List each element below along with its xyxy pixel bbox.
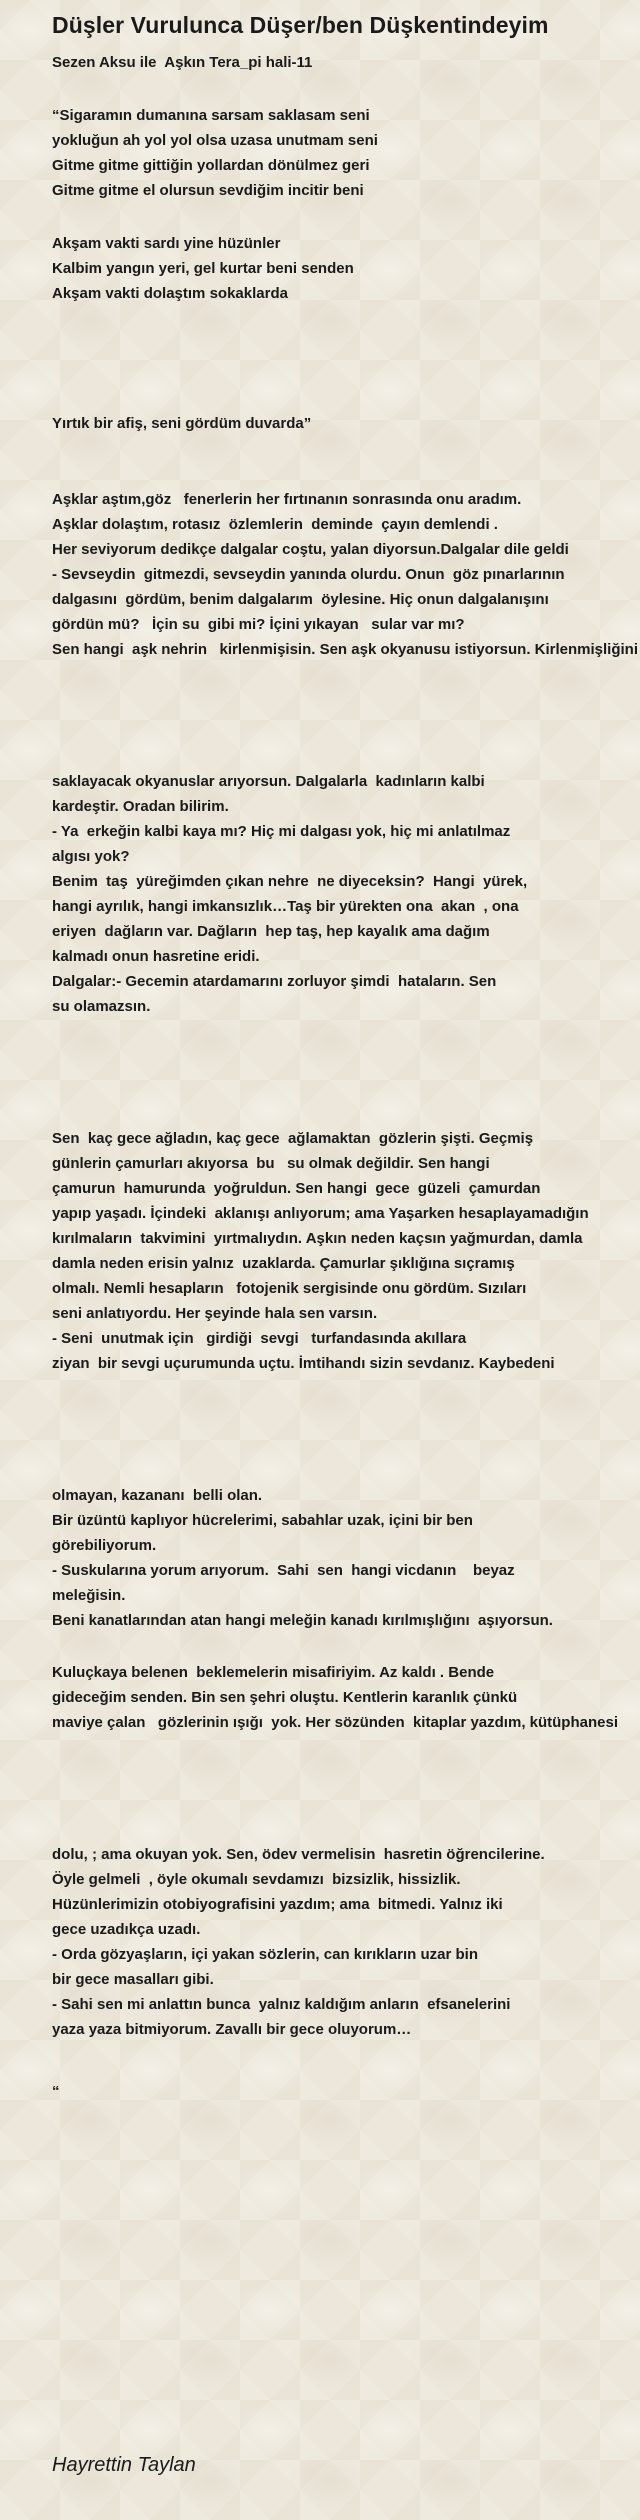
poem-line: Kuluçkaya belenen beklemelerin misafiriyim. Az kaldı . Bende <box>52 1664 495 1681</box>
poem-line: Bir üzüntü kaplıyor hücrelerimi, sabahlar uzak, içini bir ben <box>52 1512 473 1529</box>
poem-subtitle: Sezen Aksu ile Aşkın Tera_pi hali-11 <box>52 54 313 71</box>
poem-line: kalmadı onun hasretine eridi. <box>52 948 260 965</box>
poem-line: Yırtık bir afiş, seni gördüm duvarda” <box>52 415 312 432</box>
poem-line: su olamazsın. <box>52 998 151 1015</box>
poem-line: yapıp yaşadı. İçindeki aklanışı anlıyorum; ama Yaşarken hesaplayamadığın <box>52 1205 589 1222</box>
poem-line: Sen kaç gece ağladın, kaç gece ağlamaktan gözlerin şişti. Geçmiş <box>52 1130 534 1147</box>
poem-line: yaza yaza bitmiyorum. Zavallı bir gece oluyorum… <box>52 2021 412 2038</box>
poem-line: Beni kanatlarından atan hangi meleğin kanadı kırılmışlığını aşıyorsun. <box>52 1612 553 1629</box>
poem-line: olmalı. Nemli hesapların fotojenik sergisinde onu gördüm. Sızıları <box>52 1280 527 1297</box>
poem-line: Her seviyorum dedikçe dalgalar coştu, yalan diyorsun.Dalgalar dile geldi <box>52 541 569 558</box>
poem-line: Aşklar aştım,göz fenerlerin her fırtınanın sonrasında onu aradım. <box>52 491 522 508</box>
poem-line: algısı yok? <box>52 848 130 865</box>
poem-line: maviye çalan gözlerinin ışığı yok. Her sözünden kitaplar yazdım, kütüphanesi <box>52 1714 618 1731</box>
poem-line: “ <box>52 2083 60 2100</box>
poem-line: dalgasını gördüm, benim dalgalarım öylesine. Hiç onun dalgalanışını <box>52 591 549 608</box>
poem-line: kardeştir. Oradan bilirim. <box>52 798 229 815</box>
poem-line: saklayacak okyanuslar arıyorsun. Dalgalarla kadınların kalbi <box>52 773 485 790</box>
poem-line: gideceğim senden. Bin sen şehri oluştu. Kentlerin karanlık çünkü <box>52 1689 518 1706</box>
poem-line: ziyan bir sevgi uçurumunda uçtu. İmtihandı sizin sevdanız. Kaybedeni <box>52 1355 555 1372</box>
poem-line: görebiliyorum. <box>52 1537 157 1554</box>
poem-line: Sen hangi aşk nehrin kirlenmişisin. Sen aşk okyanusu istiyorsun. Kirlenmişliğini <box>52 641 639 658</box>
poem-line: Öyle gelmeli , öyle okumalı sevdamızı bizsizlik, hissizlik. <box>52 1871 461 1888</box>
poem-line: hangi ayrılık, hangi imkansızlık…Taş bir yürekten ona akan , ona <box>52 898 519 915</box>
poem-line: seni anlatıyordu. Her şeyinde hala sen varsın. <box>52 1305 378 1322</box>
author-name: Hayrettin Taylan <box>52 2454 196 2476</box>
poem-line: gördün mü? İçin su gibi mi? İçini yıkayan sular var mı? <box>52 616 465 633</box>
poem-line: Gitme gitme gittiğin yollardan dönülmez geri <box>52 157 370 174</box>
poem-line: gece uzadıkça uzadı. <box>52 1921 201 1938</box>
poem-line: Gitme gitme el olursun sevdiğim incitir beni <box>52 182 364 199</box>
poem-line: kırılmaların takvimini yırtmalıydın. Aşkın neden kaçsın yağmurdan, damla <box>52 1230 583 1247</box>
poem-line: günlerin çamurları akıyorsa bu su olmak değildir. Sen hangi <box>52 1155 490 1172</box>
poem-line: çamurun hamurunda yoğruldun. Sen hangi gece güzeli çamurdan <box>52 1180 541 1197</box>
poem-line: yokluğun ah yol yol olsa uzasa unutmam seni <box>52 132 378 149</box>
poem-line: Dalgalar:- Gecemin atardamarını zorluyor şimdi hataların. Sen <box>52 973 497 990</box>
poem-line: Akşam vakti dolaştım sokaklarda <box>52 285 288 302</box>
poem-line: Aşklar dolaştım, rotasız özlemlerin deminde çayın demlendi . <box>52 516 498 533</box>
poem-line: - Suskularına yorum arıyorum. Sahi sen hangi vicdanın beyaz <box>52 1562 515 1579</box>
poem-line: Benim taş yüreğimden çıkan nehre ne diyeceksin? Hangi yürek, <box>52 873 528 890</box>
poem-line: Kalbim yangın yeri, gel kurtar beni senden <box>52 260 354 277</box>
poem-line: Hüzünlerimizin otobiyografisini yazdım; ama bitmedi. Yalnız iki <box>52 1896 503 1913</box>
poem-line: dolu, ; ama okuyan yok. Sen, ödev vermelisin hasretin öğrencilerine. <box>52 1846 545 1863</box>
poem-line: - Sevseydin gitmezdi, sevseydin yanında olurdu. Onun göz pınarlarının <box>52 566 565 583</box>
poem-title: Düşler Vurulunca Düşer/ben Düşkentindeyim <box>52 12 549 38</box>
poem-line: bir gece masalları gibi. <box>52 1971 214 1988</box>
poem-line: Akşam vakti sardı yine hüzünler <box>52 235 281 252</box>
poem-line: - Sahi sen mi anlattın bunca yalnız kaldığım anların efsanelerini <box>52 1996 511 2013</box>
poem-line: eriyen dağların var. Dağların hep taş, hep kayalık ama dağım <box>52 923 490 940</box>
poem-line: meleğisin. <box>52 1587 126 1604</box>
poem-line: olmayan, kazananı belli olan. <box>52 1487 263 1504</box>
poem-line: - Seni unutmak için girdiği sevgi turfandasında akıllara <box>52 1330 467 1347</box>
poem-line: - Orda gözyaşların, içi yakan sözlerin, can kırıkların uzar bin <box>52 1946 478 1963</box>
poem-line: damla neden erisin yalnız uzaklarda. Çamurlar şıklığına sıçramış <box>52 1255 515 1272</box>
poem-line: “Sigaramın dumanına sarsam saklasam seni <box>52 107 370 124</box>
poem-line: - Ya erkeğin kalbi kaya mı? Hiç mi dalgası yok, hiç mi anlatılmaz <box>52 823 511 840</box>
